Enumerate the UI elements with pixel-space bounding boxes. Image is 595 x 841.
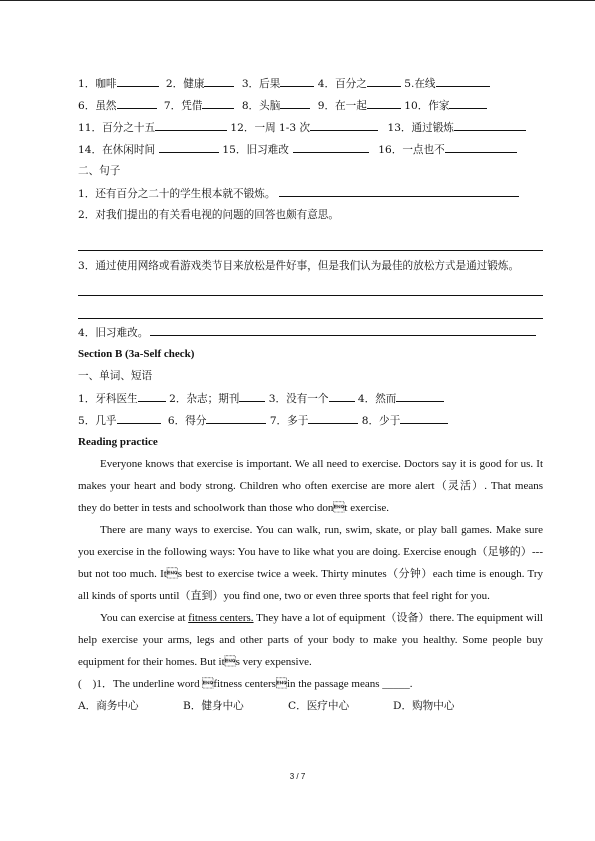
reading-title: Reading practice — [78, 436, 158, 448]
paragraph-text: You can exercise at — [100, 612, 189, 624]
sentence-prompt: 1．还有百分之二十的学生根本就不锻炼。 — [78, 188, 276, 200]
question-1-choices — [78, 695, 543, 717]
vocab-item: 3．后果 — [241, 78, 281, 90]
answer-blank[interactable] — [280, 94, 310, 109]
vocab-item: 15．旧习难改 — [222, 144, 289, 156]
answer-blank[interactable] — [117, 94, 157, 109]
question-1: ( )1．The underline word fitness centersin the passage means _____. — [78, 678, 413, 690]
answer-blank[interactable] — [436, 72, 490, 87]
answer-line[interactable] — [78, 296, 543, 319]
answer-blank[interactable] — [280, 72, 314, 87]
vocab-item: 6．得分 — [167, 415, 207, 427]
answer-blank[interactable] — [206, 409, 266, 424]
vocab-row-2 — [78, 94, 543, 116]
vocab-item: 10．作家 — [404, 100, 450, 112]
vocab-item: 5.在线 — [404, 78, 436, 90]
answer-blank[interactable] — [202, 94, 234, 109]
answer-blank[interactable] — [454, 116, 526, 131]
answer-blank[interactable] — [138, 387, 166, 402]
answer-blank[interactable] — [117, 72, 159, 87]
page-number: 3 / 7 — [289, 772, 306, 781]
vocab-item: 4．百分之 — [317, 78, 367, 90]
answer-blank[interactable] — [117, 409, 161, 424]
vocab-item: 7．凭借 — [163, 100, 203, 112]
sentence-item — [78, 182, 543, 204]
vocab-item: 2．杂志；期刊 — [169, 393, 240, 405]
vocab-row-b2 — [78, 409, 543, 431]
vocab-row-b1 — [78, 387, 543, 409]
vocab-item: 16．一点也不 — [378, 144, 445, 156]
section-subheading: 一、单词、短语 — [78, 370, 153, 382]
reading-paragraph-3 — [78, 607, 543, 673]
vocab-item: 4．然而 — [357, 393, 397, 405]
reading-paragraph-2: There are many ways to exercise. You can walk, run, swim, skate, or play ball games. Make sure you exercise in the following ways: You have to like what you are doing. Exercise enough（足够的）--- but not too much. Its best to exercise twice a week. Thirty minutes（分钟）each time is enough. Try all kinds of sports until（直到）you find one, two or even three sports that feel right for you. — [78, 524, 543, 602]
answer-blank[interactable] — [279, 182, 519, 197]
vocab-item: 8．少于 — [361, 415, 401, 427]
choice-a[interactable]: A．商务中心 — [78, 700, 139, 712]
vocab-item: 3．没有一个 — [268, 393, 329, 405]
sentence-item: 2．对我们提出的有关看电视的问题的回答也颇有意思。 — [78, 209, 339, 221]
answer-blank[interactable] — [367, 94, 401, 109]
vocab-item: 8．头脑 — [241, 100, 281, 112]
answer-blank[interactable] — [396, 387, 444, 402]
choice-c[interactable]: C．医疗中心 — [288, 700, 350, 712]
section-title: Section B (3a-Self check) — [78, 348, 195, 360]
section-heading: 二、句子 — [78, 165, 121, 177]
reading-paragraph-1: Everyone knows that exercise is important. We all need to exercise. Doctors say it is good for us. It makes your heart and body strong. Children who often exercise are more alert（灵活）. That means they do better in tests and schoolwork than those who dont exercise. — [78, 458, 543, 514]
answer-blank[interactable] — [159, 138, 219, 153]
answer-blank[interactable] — [329, 387, 355, 402]
answer-blank[interactable] — [310, 116, 378, 131]
answer-blank[interactable] — [400, 409, 448, 424]
paragraph-text: They have a lot of equipment（设备）there. The equipment will help exercise your arms, legs and other parts of your body to make you healthy. Some people buy equipment for their homes. But its very expensive. — [78, 612, 543, 668]
vocab-item: 2．健康 — [165, 78, 205, 90]
underlined-phrase: fitness centers. — [188, 612, 254, 624]
vocab-item: 6．虽然 — [78, 100, 117, 112]
answer-blank[interactable] — [445, 138, 517, 153]
vocab-item: 12．一周 1-3 次 — [230, 122, 311, 134]
answer-blank[interactable] — [449, 94, 487, 109]
vocab-item: 9．在一起 — [317, 100, 367, 112]
answer-line[interactable] — [78, 277, 543, 296]
vocab-row-1 — [78, 72, 543, 94]
vocab-item: 1．牙科医生 — [78, 393, 138, 405]
answer-blank[interactable] — [150, 321, 536, 336]
answer-blank[interactable] — [204, 72, 234, 87]
sentence-item: 3．通过使用网络或看游戏类节目来放松是件好事，但是我们认为最佳的放松方式是通过锻炼。 — [78, 260, 520, 272]
vocab-row-4 — [78, 138, 543, 160]
vocab-item: 13．通过锻炼 — [387, 122, 454, 134]
sentence-item — [78, 321, 543, 343]
vocab-item: 1．咖啡 — [78, 78, 117, 90]
worksheet-content — [78, 72, 543, 717]
answer-blank[interactable] — [239, 387, 265, 402]
sentence-prompt: 4．旧习难改。 — [78, 327, 149, 339]
vocab-item: 7．多于 — [269, 415, 309, 427]
vocab-item: 11．百分之十五 — [78, 122, 156, 134]
top-rule — [0, 0, 595, 1]
choice-d[interactable]: D．购物中心 — [393, 700, 455, 712]
answer-line[interactable] — [78, 226, 543, 251]
answer-blank[interactable] — [293, 138, 369, 153]
answer-blank[interactable] — [308, 409, 358, 424]
choice-b[interactable]: B．健身中心 — [183, 700, 244, 712]
answer-blank[interactable] — [367, 72, 401, 87]
answer-blank[interactable] — [155, 116, 227, 131]
vocab-item: 5．几乎 — [78, 415, 117, 427]
vocab-item: 14．在休闲时间 — [78, 144, 156, 156]
vocab-row-3 — [78, 116, 543, 138]
